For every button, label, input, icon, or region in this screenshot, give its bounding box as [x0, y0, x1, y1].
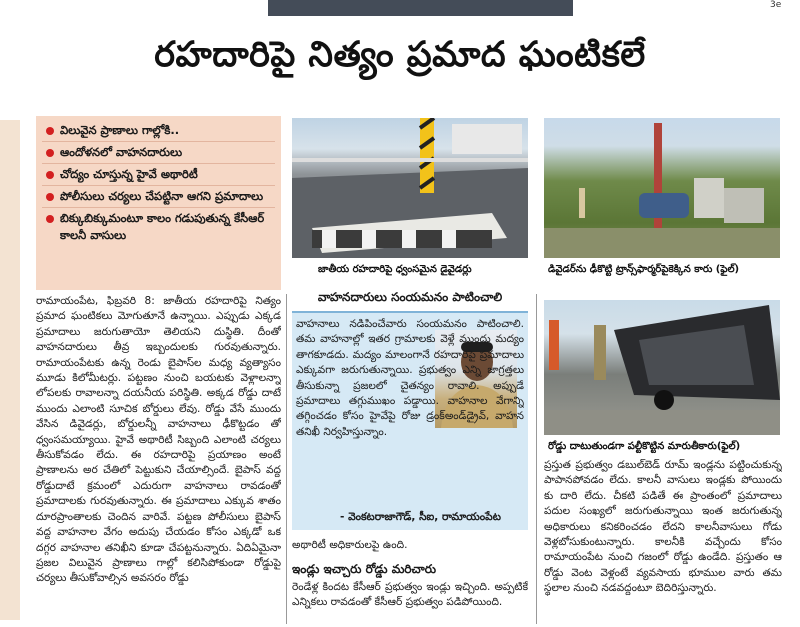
box-signature: - వెంకటరాజాగౌడ్, సీఐ, రామాయంపేట — [340, 511, 501, 523]
right-article-text: ప్రస్తుత ప్రభుత్వం డబుల్‌బెడ్ రూమ్ ఇండ్లను పట్టించుకున్న పాపానపోవడం లేదు. కాలనీ వాసులు ఇండ్లకు పోయిందు కు దారి లేదు. చీకటి పడితే ఈ ప్రాంతంలో ప్రమాదాలు పదుల సంఖ్యలో జరుగుతున్నాయి ఇంత జరుగుతున్న అధికారులు కనికరించడం లేదని కాలనీవాసులు గోడు వెళ్లబోసుకుంటున్నారు. కాలనీకి వచ్చేందు కోసం రామాయంపేట నుంచి గజంలో రోడ్డు ఉండేది. ప్రస్తుతం ఆ రోడ్డు వెంట వెళ్లంటే వ్యవసాయ భూముల వారు తమ స్థలాల నుంచి నడవద్దంటూ బెదిరిస్తున్నారు. — [544, 459, 782, 595]
transformer-illustration — [544, 118, 780, 258]
highlight-item: పోలీసులు చర్యలు చేపట్టినా ఆగని ప్రమాదాలు — [42, 186, 275, 208]
photo-damaged-dividers — [292, 118, 528, 258]
subheading: ఇండ్లు ఇచ్చారు రోడ్డు మరిచారు — [292, 562, 437, 576]
photo1-caption: జాతీయ రహదారిపై ధ్వంసమైన డైవైడర్లు — [318, 264, 472, 275]
photo-overturned-car — [544, 300, 780, 435]
mid-article-text: రెండేళ్ల కిందట కేసీఆర్ ప్రభుత్వం ఇండ్లు ఇచ్చింది. అప్పటికే ఎన్నికలు రావడంతో కేసీఆర్ ప్రభుత్వం పడిపోయింది. — [292, 581, 528, 609]
column-divider — [286, 294, 287, 624]
photo3-caption: రోడ్డు దాటుతుండగా పల్టీకొట్టిన మారుతీకారు(ఫైల్) — [548, 441, 741, 452]
box-paragraph: వాహనాలు నడిపించేవారు సంయమనం పాటించాలి. తమ వాహనాల్లో ఇతర గ్రామాలకు వెళ్లే ముందు మద్యం తాగకూడదు. మద్యం మాలంగానే రహదారిపై ప్రమాదాలు ఎక్కువగా జరుగుతున్నాయి. ప్రభుత్వం ఎన్ని జాగ్రత్తలు తీసుకున్నా ప్రజలలో చైతన్యం రావాలి. అప్పుడే ప్రమాదాలు తగ్గుముఖం పడ్డాయి. వాహనాల వేగాన్ని తగ్గించడం కోసం హైవేపై రోజు డ్రంక్‌అండ్‌డ్రైవ్, వాహన తనిఖీ నిర్వహిస్తున్నాం. — [296, 318, 524, 438]
page-marker: 3e — [770, 0, 782, 10]
box-heading: వాహనదారులు సంయమనం పాటించాలి — [292, 290, 528, 313]
photo2-caption: డివైడర్‌ను ఢీకొట్టి ట్రాన్స్‌ఫార్మర్‌పైకెక్కిన కారు (ఫైల్) — [548, 264, 740, 275]
left-article-text: రామాయంపేట, ఫిబ్రవరి 8: జాతీయ రహదారిపై నిత్యం ప్రమాద ఘంటికలు మోగుతూనే ఉన్నాయి. ఎప్పుడు ఎక్కడ ప్రమాదాలు జరుగుతాయో తెలియని దుస్థితి. దీంతో వాహనదారులు తీవ్ర ఇబ్బందులకు గురవుతున్నారు. రామాయంపేటకు ఉన్న రెండు బైపాస్‌ల మధ్య వ్యత్యాసం మూడు కిలోమీటర్లు. పట్టణం నుంచి బయటకు వెళ్లాలన్నా లోపలకు రావాలన్నా దయనీయ పరిస్థితి. అక్కడ రోడ్డు దాటే ముందు ఎలాంటి సూచిక బోర్డులు లేవు. రోడ్డు వేసే ముందు వేసిన డివైడర్లు, బోర్డులన్నీ వాహనాలు ఢీకొట్టడం తో ధ్వంసమయ్యాయి. హైవే అథారిటీ సిబ్బంది ఎలాంటి చర్యలు తీసుకోవడం లేదు. ఈ రహదారిపై ప్రయాణం అంటే ప్రాణాలను అర చేతిలో పెట్టుకుని చేయాల్సిందే. బైపాస్ వద్ద రోడ్డుదాటే క్రమంలో ఎదురుగా వాహనాలు రావడంతో ప్రమాదాలకు గురవుతున్నారు. ఈ ప్రమాదాలు ఎక్కువ శాతం దూరప్రాంతాలకు చెందిన వారివే. పట్టణ పోలీసులు బైపాస్ వద్ద వాహనాల వేగం అదుపు చేయడం కోసం ఎక్కడో ఒక దగ్గర వాహనాల తనిఖీని కూడా చేపట్టనున్నారు. ఏదిఏమైనా ప్రజల విలువైన ప్రాణాలు గాల్లో కలిసిపోకుండా రోడ్డుపై చర్యలు తీసుకోవాల్సిన అవసరం రోడ్డు — [36, 295, 281, 585]
divider-illustration — [292, 118, 528, 258]
overturned-car-illustration — [544, 300, 780, 435]
highlight-item: బిక్కుబిక్కుమంటూ కాలం గడుపుతున్న కేసీఆర్ కాలనీ వాసులు — [42, 208, 275, 246]
highlight-item: చోద్యం చూస్తున్న హైవే అథారిటీ — [42, 164, 275, 186]
left-margin-strip — [0, 120, 20, 620]
column-divider — [536, 294, 537, 624]
mid-continuation: అథారిటీ అధికారులపై ఉంది. — [292, 539, 408, 551]
top-header-bar — [268, 0, 573, 16]
headline: రహదారిపై నిత్యం ప్రమాద ఘంటికలే — [154, 34, 646, 75]
photo-car-transformer — [544, 118, 780, 258]
highlights-box — [36, 116, 281, 290]
highlight-item: విలువైన ప్రాణాలు గాల్లోకి.. — [42, 120, 275, 142]
highlight-item: ఆందోళనలో వాహనదారులు — [42, 142, 275, 164]
